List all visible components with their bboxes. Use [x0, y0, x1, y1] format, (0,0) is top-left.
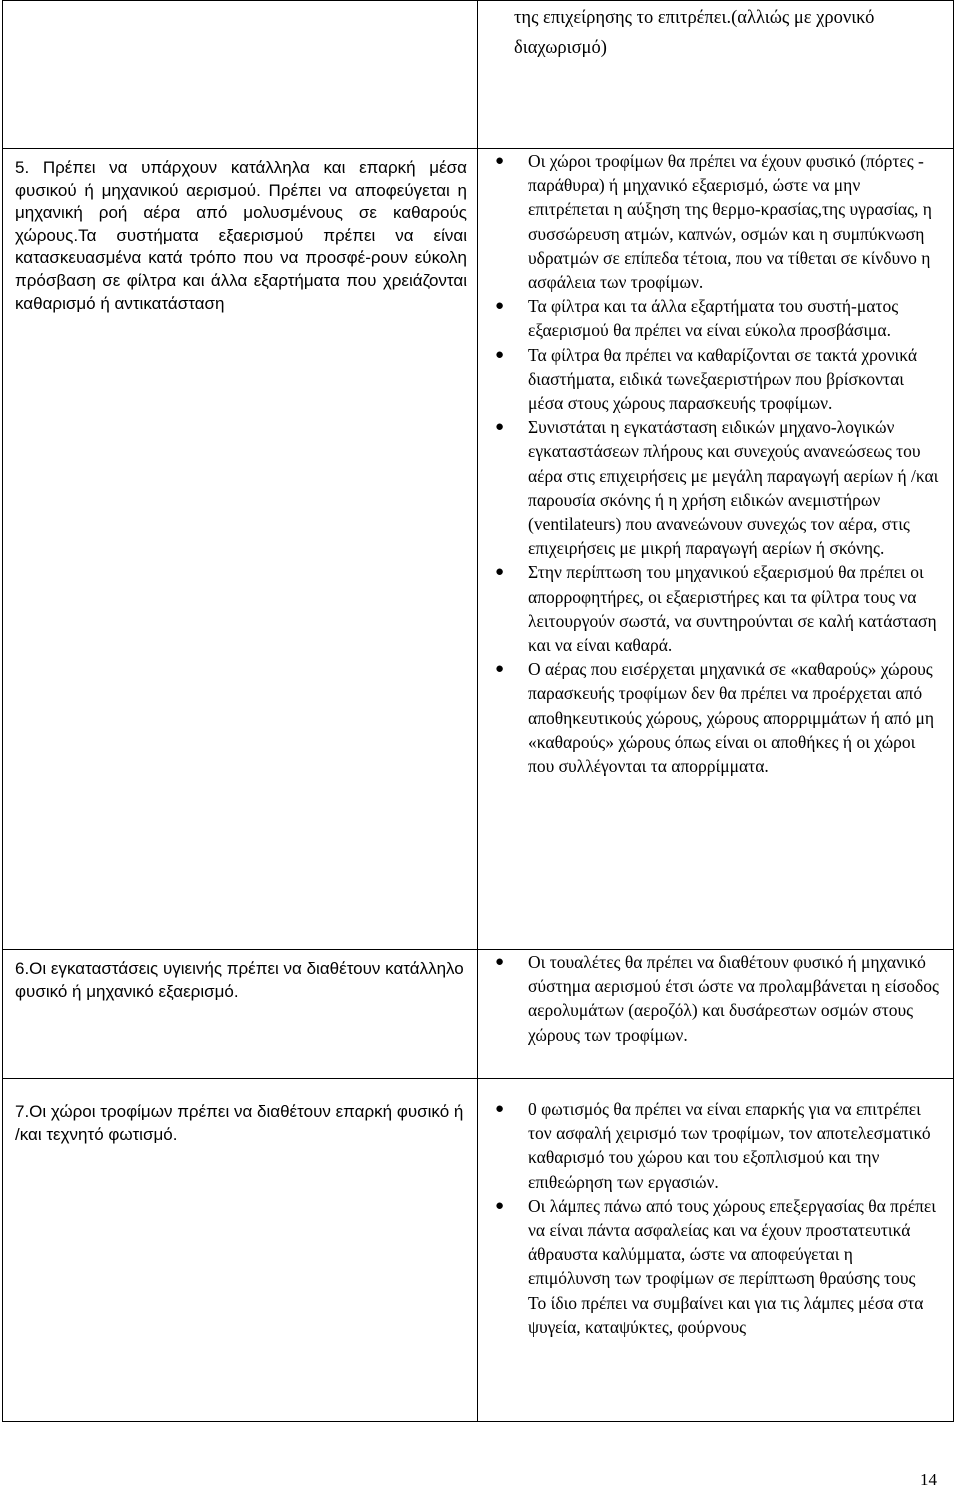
right-cell [478, 1079, 954, 1422]
bullet-icon: ● [495, 298, 505, 315]
list-item: ● Οι χώροι τροφίμων θα πρέπει να έχουν φυσικό (πόρτες - παράθυρα) ή μηχανικό εξαερισμό, ώστε να μην επιτρέπεται η αύξηση της θερμο-κρασίας,της υγρασίας, η συσσώρευση ατμών, καπνών, οσμών και η συμπύκνωση υδρατμών σε επίπεδα τέτοια, που να τίθεται σε κίνδυνο η ασφάλεια των τροφίμων. [495, 151, 932, 293]
bullet-list [478, 950, 953, 1047]
bullet-icon: ● [495, 419, 505, 436]
guidelines-table [2, 0, 954, 1422]
list-item: ● Συνιστάται η εγκατάσταση ειδικών μηχανο-λογικών εγκαταστάσεων πλήρους και συνεχούς ανανεώσεως του αέρα στις επιχειρήσεις με μεγάλη παραγωγή αερίων ή /και παρουσία σκόνης ή η χρήση ειδικών ανεμιστήρων (ventilateurs) που ανανεώνουν συνεχώς τον αέρα, στις επιχειρήσεις με μικρή παραγωγή αερίων ή σκόνης. [495, 417, 939, 559]
extra-note: Το ίδιο πρέπει να συμβαίνει και για τις λάμπες μέσα στα ψυγεία, καταψύκτες, φούρνους [528, 1292, 924, 1337]
left-cell [3, 149, 478, 950]
table-row [3, 950, 954, 1079]
bullet-icon: ● [495, 1101, 505, 1117]
bullet-icon: ● [495, 564, 505, 581]
bullet-icon: ● [495, 346, 505, 363]
list-item: ● Τα φίλτρα θα πρέπει να καθαρίζονται σε τακτά χρονικά διαστήματα, ειδικά τωνεξαεριστήρων που βρίσκονται μέσα στους χώρους παρασκευής τροφίμων. [495, 344, 918, 414]
bullet-icon: ● [495, 1197, 505, 1214]
list-item: ● 0 φωτισμός θα πρέπει να είναι επαρκής για να επιτρέπει τον ασφαλή χειρισμό των τροφίμων, τον αποτελεσματικό καθαρισμό του χώρου και του εξοπλισμού και την επιθεώρηση των εργασιών. [495, 1099, 931, 1192]
list-item: ● Οι λάμπες πάνω από τους χώρους επεξεργασίας θα πρέπει να είναι πάντα ασφαλείας και να έχουν προστατευτικά άθραυστα καλύμματα, ώστε να αποφεύγεται η επιμόλυνση των τροφίμων σε περίπτωση θραύσης τους [495, 1195, 936, 1289]
right-cell [478, 950, 954, 1079]
bullet-icon: ● [495, 954, 505, 970]
table-row [3, 1079, 954, 1422]
continued-text: της επιχείρησης το επιτρέπει.(αλλιώς με χρονικό διαχωρισμό) [514, 8, 875, 58]
table-row [3, 1, 954, 149]
page-number: 14 [920, 1470, 937, 1489]
bullet-icon: ● [495, 661, 505, 678]
list-item: ● Οι τουαλέτες θα πρέπει να διαθέτουν φυσικό ή μηχανικό σύστημα αερισμού έτσι ώστε να προλαμβάνεται η είσοδος αερολυμάτων (αεροζόλ) και δυσάρεστων οσμών στους χώρους των τροφίμων. [495, 952, 939, 1045]
requirement-6: 6.Οι εγκαταστάσεις υγιεινής πρέπει να διαθέτουν κατάλληλο φυσικό ή μηχανικό εξαερισμό. [15, 959, 464, 1001]
table-row [3, 149, 954, 950]
requirement-5: 5. Πρέπει να υπάρχουν κατάλληλα και επαρκή μέσα φυσικού ή μηχανικού αερισμού. Πρέπει να αποφεύγεται η μηχανική ροή αέρα από μολυσμένους σε καθαρούς χώρους.Τα συστήματα εξαερισμού πρέπει να είναι κατασκευασμένα κατά τρόπο που να προσφέ-ρουν εύκολη πρόσβαση σε φίλτρα και άλλα εξαρτήματα που χρειάζονται καθαρισμό ή αντικατάσταση [15, 158, 467, 313]
bullet-icon: ● [495, 153, 505, 169]
list-item: ● Στην περίπτωση του μηχανικού εξαερισμού θα πρέπει οι απορροφητήρες, οι εξαεριστήρες και τα φίλτρα τους να λειτουργούν σωστά, να συντηρούνται σε καλή κατάσταση και να είναι καθαρά. [495, 562, 937, 656]
right-cell [478, 1, 954, 149]
requirement-7: 7.Οι χώροι τροφίμων πρέπει να διαθέτουν επαρκή φυσικό ή /και τεχνητό φωτισμό. [15, 1102, 464, 1144]
left-cell [3, 1, 478, 149]
list-item: ● Ο αέρας που εισέρχεται μηχανικά σε «καθαρούς» χώρους παρασκευής τροφίμων δεν θα πρέπει να προέρχεται από αποθηκευτικούς χώρους, χώρους απορριμμάτων ή από μη «καθαρούς» χώρους όπως είναι οι αποθήκες ή οι χώροι που συλλέγονται τα απορρίμματα. [495, 659, 934, 777]
left-cell [3, 950, 478, 1079]
left-cell [3, 1079, 478, 1422]
right-cell [478, 149, 954, 950]
bullet-list [478, 1079, 953, 1291]
list-item: ● Τα φίλτρα και τα άλλα εξαρτήματα του συστή-ματος εξαερισμού θα πρέπει να είναι εύκολα προσβάσιμα. [495, 296, 899, 341]
bullet-list [478, 149, 953, 778]
